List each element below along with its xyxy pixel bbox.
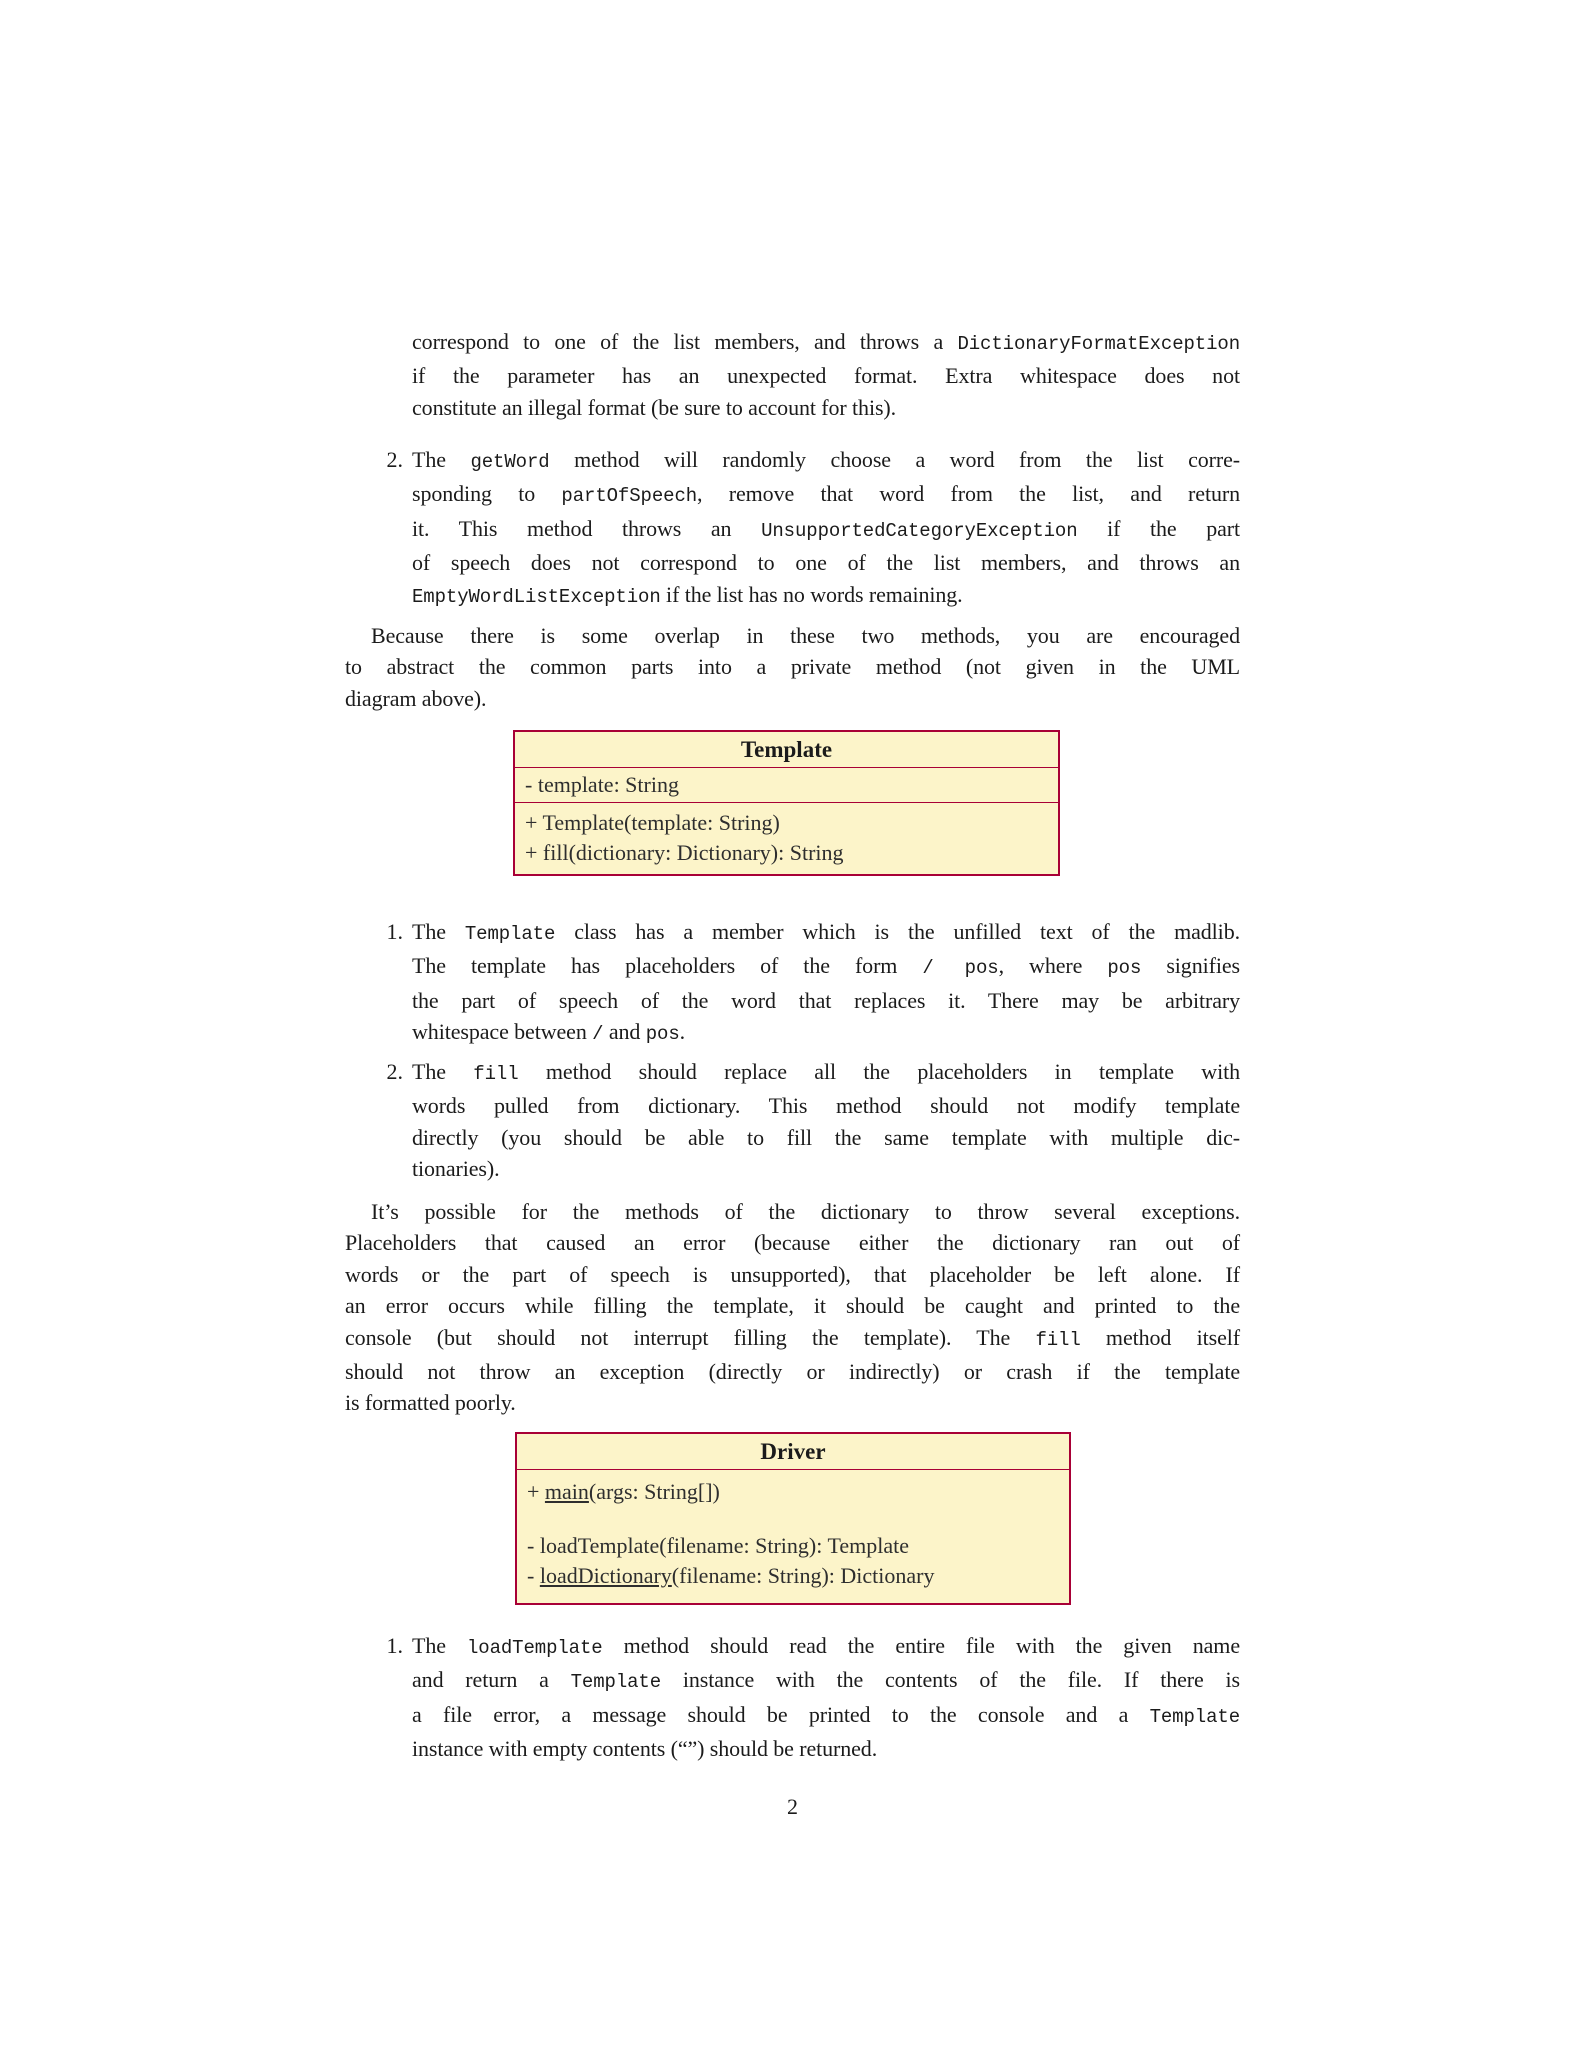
text-line: should not throw an exception (directly or indirectly) or crash if the template xyxy=(345,1359,1240,1385)
block-lines xyxy=(345,1196,1240,1419)
text-line: Placeholders that caused an error (because either the dictionary ran out of xyxy=(345,1230,1240,1256)
text-line: to abstract the common parts into a private method (not given in the UML xyxy=(345,654,1240,680)
underlined-name: main xyxy=(544,1479,589,1504)
text-line: The fill method should replace all the placeholders in template with xyxy=(412,1059,1240,1085)
list-item xyxy=(345,1630,1240,1765)
list-item-number: 1. xyxy=(386,1633,403,1658)
text-line: words or the part of speech is unsupported), that placeholder be left alone. If xyxy=(345,1261,1240,1287)
list-item xyxy=(345,1056,1240,1185)
uml-class-box-driver xyxy=(515,1432,1071,1605)
list-item-number: 2. xyxy=(386,447,403,472)
text-line: Because there is some overlap in these two methods, you are encouraged xyxy=(371,623,1240,648)
uml-spacer xyxy=(527,1507,1059,1531)
uml-section xyxy=(515,768,1058,803)
inline-code: Template xyxy=(1149,1705,1240,1728)
uml-class-name: Template xyxy=(515,732,1058,768)
text-line: diagram above). xyxy=(345,685,487,711)
text-line: The getWord method will randomly choose a word from the list corre- xyxy=(412,447,1240,473)
text-line: tionaries). xyxy=(412,1156,500,1182)
inline-code: EmptyWordListException xyxy=(412,585,661,608)
inline-code: Template xyxy=(464,923,556,945)
text-line: if the parameter has an unexpected format. Extra whitespace does not xyxy=(412,363,1240,389)
uml-section xyxy=(517,1470,1069,1603)
text-line: words pulled from dictionary. This method should not modify template xyxy=(412,1093,1240,1119)
text-line: of speech does not correspond to one of the list members, and throws an xyxy=(412,550,1240,576)
text-line: The Template class has a member which is the unfilled text of the madlib. xyxy=(412,919,1240,945)
uml-member: - template: String xyxy=(525,772,679,797)
paragraph xyxy=(345,620,1240,714)
text-line: The loadTemplate method should read the entire file with the given name xyxy=(412,1633,1240,1659)
uml-member: + Template(template: String) xyxy=(525,810,780,835)
inline-code: pos xyxy=(645,1023,680,1046)
block-lines xyxy=(345,1056,1240,1185)
uml-class-box-template xyxy=(513,730,1060,876)
text-line: a file error, a message should be printed to the console and a Template xyxy=(412,1701,1240,1728)
text-line: an error occurs while filling the template, it should be caught and printed to the xyxy=(345,1293,1240,1319)
inline-code: loadTemplate xyxy=(466,1637,603,1659)
inline-code: fill xyxy=(1035,1328,1081,1351)
text-line: whitespace between / and pos. xyxy=(412,1019,686,1046)
block-lines xyxy=(345,1630,1240,1765)
text-line: instance with empty contents (“”) should be returned. xyxy=(412,1736,878,1762)
block-lines xyxy=(345,444,1240,613)
block-lines xyxy=(345,620,1240,714)
inline-code: UnsupportedCategoryException xyxy=(761,519,1078,542)
text-line: EmptyWordListException if the list has no words remaining. xyxy=(412,581,963,608)
block-lines xyxy=(345,916,1240,1051)
text-line: correspond to one of the list members, and throws a DictionaryFormatException xyxy=(412,329,1240,355)
list-item-number: 1. xyxy=(386,919,403,944)
inline-code: fill xyxy=(473,1063,519,1085)
paragraph xyxy=(345,1196,1240,1419)
inline-code: partOfSpeech xyxy=(561,485,698,508)
uml-member: - loadTemplate(filename: String): Template xyxy=(527,1533,909,1558)
uml-member: + fill(dictionary: Dictionary): String xyxy=(525,840,844,865)
block-lines xyxy=(345,326,1240,423)
text-line: it. This method throws an UnsupportedCategoryException if the part xyxy=(412,515,1241,542)
text-line: is formatted poorly. xyxy=(345,1390,516,1416)
inline-code: / xyxy=(592,1023,604,1046)
inline-code: / pos xyxy=(922,957,999,980)
inline-code: DictionaryFormatException xyxy=(957,333,1240,355)
inline-code: pos xyxy=(1107,957,1142,980)
text-line: the part of speech of the word that replaces it. There may be arbitrary xyxy=(412,987,1240,1013)
text-line: It’s possible for the methods of the dictionary to throw several exceptions. xyxy=(371,1199,1240,1224)
inline-code: getWord xyxy=(470,451,550,473)
text-line: console (but should not interrupt filling the template). The fill method itself xyxy=(345,1324,1240,1351)
uml-member: + main(args: String[]) xyxy=(527,1479,720,1504)
list-item xyxy=(345,444,1240,613)
uml-class-name: Driver xyxy=(517,1434,1069,1470)
inline-code: Template xyxy=(570,1671,662,1694)
list-item-number: 2. xyxy=(386,1059,403,1084)
text-line: sponding to partOfSpeech, remove that word from the list, and return xyxy=(412,481,1240,508)
uml-section xyxy=(515,803,1058,874)
text-line: and return a Template instance with the contents of the file. If there is xyxy=(412,1667,1241,1694)
list-item-continuation xyxy=(345,326,1240,423)
uml-member: - loadDictionary(filename: String): Dictionary xyxy=(527,1563,935,1588)
list-item xyxy=(345,916,1240,1051)
text-line: constitute an illegal format (be sure to account for this). xyxy=(412,394,897,420)
underlined-name: loadDictionary xyxy=(539,1563,672,1588)
page-number: 2 xyxy=(787,1794,798,1819)
text-line: directly (you should be able to fill the same template with multiple dic- xyxy=(412,1124,1240,1150)
text-line: The template has placeholders of the form / pos, where pos signifies xyxy=(412,953,1240,980)
